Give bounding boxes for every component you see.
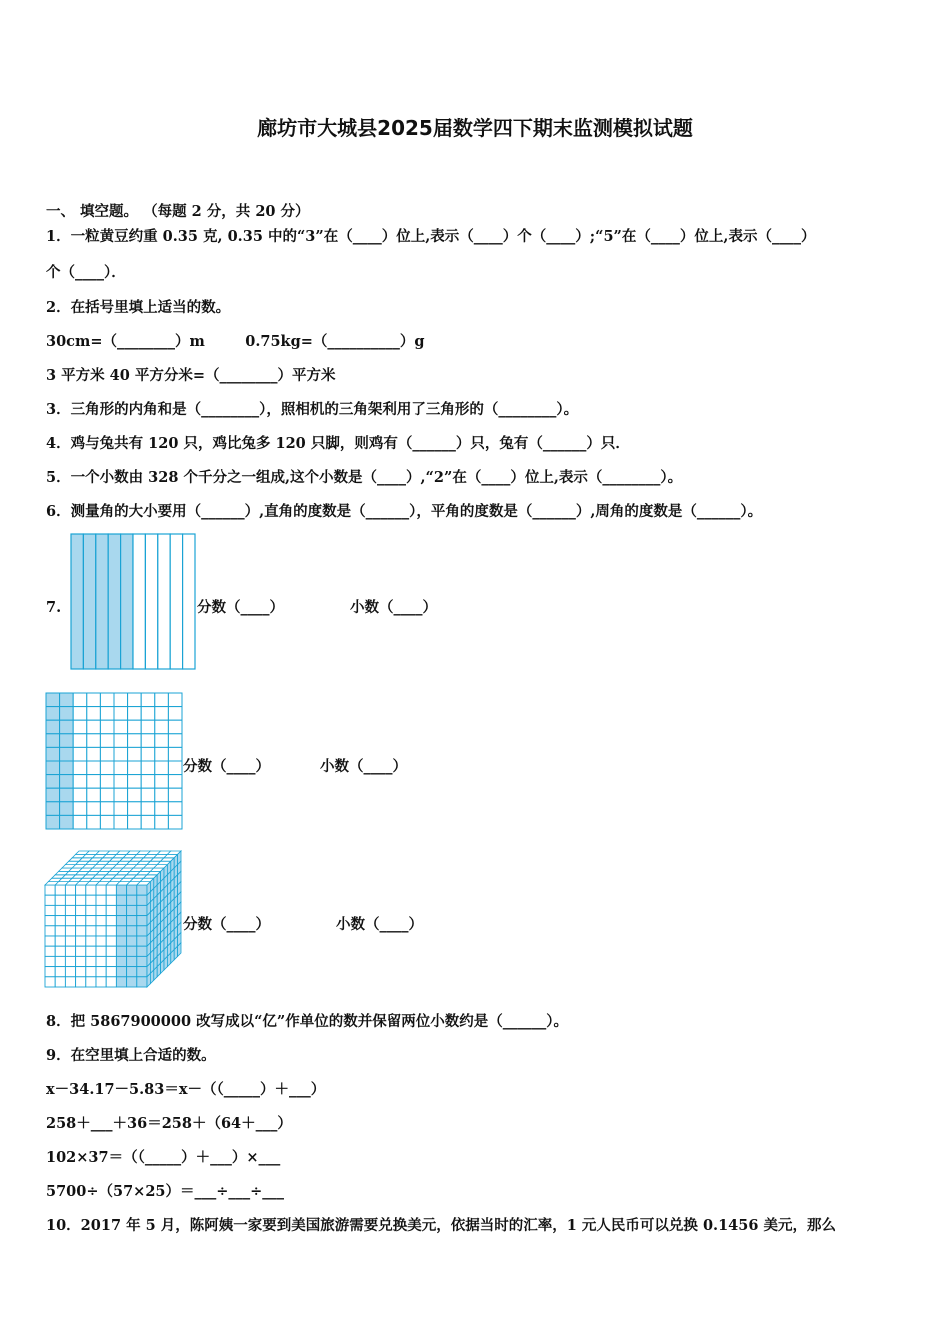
grid-cell — [60, 734, 74, 748]
grid-cell — [60, 693, 74, 707]
question-10: 10．2017 年 5 月，陈阿姨一家要到美国旅游需要兑换美元，依据当时的汇率，1 元人民币可以兑换 0.1456 美元，那么 — [46, 1217, 836, 1234]
cube-front-cell — [127, 946, 137, 956]
question-1-line-1: 1．一粒黄豆约重 0.35 克, 0.35 中的“3”在（____）位上,表示（____）个（____）;“5”在（____）位上,表示（____） — [46, 228, 816, 245]
cube-front-cell — [137, 905, 147, 915]
section-heading: 一、 填空题。 （每题 2 分，共 20 分） — [46, 203, 310, 220]
cube-front-cell — [137, 895, 147, 905]
cube-front-cell — [127, 916, 137, 926]
question-4: 4．鸡与兔共有 120 只，鸡比兔多 120 只脚，则鸡有（______）只，兔有（______）只． — [46, 435, 630, 452]
question-2-line-2: 3 平方米 40 平方分米=（________）平方米 — [46, 367, 336, 384]
grid-cell — [141, 734, 155, 748]
cube-front-cell — [137, 967, 147, 977]
fig1-decimal-blank: 小数（____） — [350, 599, 437, 616]
cube-front-cell — [96, 977, 106, 987]
grid-cell — [100, 815, 114, 829]
cube-front-cell — [137, 936, 147, 946]
grid-cell — [168, 720, 182, 734]
cube-front-cell — [116, 895, 126, 905]
grid-cell — [73, 707, 87, 721]
grid-cell — [155, 707, 169, 721]
grid-cell — [168, 747, 182, 761]
cube-front-cell — [55, 885, 65, 895]
grid-cell — [73, 802, 87, 816]
fig2-fraction-blank: 分数（____） — [183, 758, 270, 775]
grid-cell — [100, 775, 114, 789]
tenths-strip-figure — [70, 533, 196, 670]
cube-front-cell — [45, 946, 55, 956]
cube-front-cell — [116, 916, 126, 926]
question-9-stem: 9．在空里填上合适的数。 — [46, 1047, 216, 1064]
cube-front-cell — [106, 936, 116, 946]
cube-front-cell — [116, 977, 126, 987]
hundredths-grid-figure — [45, 692, 183, 830]
cube-front-cell — [86, 905, 96, 915]
grid-cell — [73, 775, 87, 789]
grid-cell — [168, 734, 182, 748]
grid-cell — [155, 788, 169, 802]
cube-front-cell — [55, 956, 65, 966]
cube-front-cell — [76, 967, 86, 977]
grid-cell — [114, 747, 128, 761]
grid-cell — [87, 775, 101, 789]
cube-front-cell — [45, 895, 55, 905]
cube-front-cell — [65, 936, 75, 946]
grid-cell — [46, 734, 60, 748]
strip-cell — [96, 534, 108, 669]
grid-cell — [141, 720, 155, 734]
cube-front-cell — [86, 946, 96, 956]
grid-cell — [128, 734, 142, 748]
grid-cell — [155, 775, 169, 789]
cube-front-cell — [86, 967, 96, 977]
grid-cell — [73, 761, 87, 775]
grid-cell — [128, 802, 142, 816]
cube-front-cell — [45, 885, 55, 895]
grid-cell — [46, 788, 60, 802]
cube-front-cell — [116, 936, 126, 946]
grid-cell — [73, 815, 87, 829]
cube-front-cell — [76, 885, 86, 895]
strip-cell — [170, 534, 182, 669]
strip-cell — [133, 534, 145, 669]
cube-front-cell — [65, 967, 75, 977]
grid-cell — [46, 707, 60, 721]
grid-cell — [168, 761, 182, 775]
grid-cell — [114, 802, 128, 816]
grid-cell — [73, 720, 87, 734]
fig1-fraction-blank: 分数（____） — [197, 599, 284, 616]
grid-cell — [100, 761, 114, 775]
grid-cell — [100, 747, 114, 761]
cube-front-cell — [45, 956, 55, 966]
grid-cell — [87, 734, 101, 748]
grid-cell — [87, 747, 101, 761]
strip-cell — [158, 534, 170, 669]
cube-front-cell — [137, 885, 147, 895]
grid-cell — [114, 775, 128, 789]
cube-front-cell — [106, 905, 116, 915]
cube-front-cell — [127, 956, 137, 966]
grid-cell — [46, 775, 60, 789]
strip-cell — [83, 534, 95, 669]
grid-cell — [114, 707, 128, 721]
cube-front-cell — [76, 905, 86, 915]
grid-cell — [155, 720, 169, 734]
grid-cell — [128, 775, 142, 789]
grid-cell — [168, 815, 182, 829]
question-3: 3．三角形的内角和是（________），照相机的三角架利用了三角形的（________）。 — [46, 401, 579, 418]
cube-front-cell — [96, 926, 106, 936]
grid-cell — [60, 788, 74, 802]
cube-front-cell — [76, 977, 86, 987]
grid-cell — [155, 747, 169, 761]
grid-cell — [128, 707, 142, 721]
cube-front-cell — [116, 956, 126, 966]
question-5: 5．一个小数由 328 个千分之一组成,这个小数是（____）,“2”在（____）位上,表示（________）。 — [46, 469, 683, 486]
question-8: 8．把 5867900000 改写成以“亿”作单位的数并保留两位小数约是（______）。 — [46, 1013, 569, 1030]
cube-front-cell — [106, 895, 116, 905]
fig2-decimal-blank: 小数（____） — [320, 758, 407, 775]
grid-cell — [73, 788, 87, 802]
grid-cell — [87, 761, 101, 775]
cube-front-cell — [55, 916, 65, 926]
cube-front-cell — [96, 885, 106, 895]
cube-front-cell — [106, 956, 116, 966]
grid-cell — [46, 747, 60, 761]
strip-cell — [108, 534, 120, 669]
cube-front-cell — [127, 926, 137, 936]
grid-cell — [46, 815, 60, 829]
cube-front-cell — [137, 956, 147, 966]
cube-front-cell — [116, 967, 126, 977]
cube-front-cell — [96, 895, 106, 905]
grid-cell — [60, 720, 74, 734]
grid-cell — [60, 747, 74, 761]
question-7-number: 7. — [46, 599, 62, 616]
cube-front-cell — [55, 926, 65, 936]
grid-cell — [114, 788, 128, 802]
cube-front-cell — [65, 895, 75, 905]
cube-front-cell — [76, 946, 86, 956]
question-9-line-4: 5700÷（57×25）＝___÷___÷___ — [46, 1183, 285, 1200]
cube-front-cell — [116, 905, 126, 915]
grid-cell — [87, 815, 101, 829]
grid-cell — [100, 707, 114, 721]
cube-front-cell — [96, 946, 106, 956]
cube-front-cell — [127, 967, 137, 977]
grid-cell — [100, 734, 114, 748]
cube-front-cell — [106, 926, 116, 936]
grid-cell — [128, 720, 142, 734]
grid-cell — [60, 775, 74, 789]
grid-cell — [141, 761, 155, 775]
cube-front-cell — [96, 967, 106, 977]
cube-front-cell — [106, 977, 116, 987]
cube-front-cell — [86, 936, 96, 946]
cube-front-cell — [55, 905, 65, 915]
grid-cell — [141, 693, 155, 707]
cube-front-cell — [116, 926, 126, 936]
strip-cell — [183, 534, 195, 669]
question-2-line-1: 30cm=（________）m 0.75kg=（__________）g — [46, 333, 425, 350]
grid-cell — [46, 802, 60, 816]
grid-cell — [100, 788, 114, 802]
grid-cell — [168, 775, 182, 789]
cube-front-cell — [106, 967, 116, 977]
cube-front-cell — [76, 916, 86, 926]
grid-cell — [168, 788, 182, 802]
question-9-line-3: 102×37＝（（_____）＋___）×___ — [46, 1149, 281, 1166]
cube-front-cell — [45, 916, 55, 926]
grid-cell — [60, 802, 74, 816]
grid-cell — [87, 720, 101, 734]
strip-cell — [145, 534, 157, 669]
grid-cell — [114, 720, 128, 734]
grid-cell — [168, 693, 182, 707]
strip-cell — [71, 534, 83, 669]
cube-front-cell — [127, 895, 137, 905]
cube-front-cell — [45, 977, 55, 987]
grid-cell — [155, 802, 169, 816]
grid-cell — [73, 693, 87, 707]
grid-cell — [155, 693, 169, 707]
cube-front-cell — [76, 936, 86, 946]
grid-cell — [141, 788, 155, 802]
cube-front-cell — [116, 885, 126, 895]
strip-cell — [121, 534, 133, 669]
grid-cell — [128, 761, 142, 775]
cube-front-cell — [96, 956, 106, 966]
grid-cell — [141, 747, 155, 761]
grid-cell — [155, 761, 169, 775]
grid-cell — [128, 788, 142, 802]
cube-front-cell — [55, 946, 65, 956]
question-9-line-1: x－34.17－5.83＝x－（（_____）＋___） — [46, 1081, 326, 1098]
grid-cell — [60, 707, 74, 721]
cube-front-cell — [55, 895, 65, 905]
grid-cell — [60, 761, 74, 775]
grid-cell — [73, 747, 87, 761]
cube-front-cell — [96, 905, 106, 915]
question-6: 6．测量角的大小要用（______）,直角的度数是（______），平角的度数是（______）,周角的度数是（______）。 — [46, 503, 763, 520]
cube-front-cell — [127, 905, 137, 915]
cube-front-cell — [76, 956, 86, 966]
grid-cell — [168, 802, 182, 816]
thousandths-cube-figure — [44, 849, 184, 989]
cube-front-cell — [86, 895, 96, 905]
cube-front-cell — [55, 936, 65, 946]
grid-cell — [100, 802, 114, 816]
question-2-stem: 2．在括号里填上适当的数。 — [46, 299, 231, 316]
grid-cell — [73, 734, 87, 748]
grid-cell — [128, 815, 142, 829]
grid-cell — [168, 707, 182, 721]
cube-front-cell — [45, 967, 55, 977]
cube-front-cell — [137, 977, 147, 987]
page-title: 廊坊市大城县2025届数学四下期末监测模拟试题 — [257, 116, 693, 140]
cube-front-cell — [45, 936, 55, 946]
cube-front-cell — [86, 977, 96, 987]
grid-cell — [46, 693, 60, 707]
fig3-decimal-blank: 小数（____） — [336, 916, 423, 933]
grid-cell — [128, 693, 142, 707]
cube-front-cell — [96, 916, 106, 926]
grid-cell — [114, 815, 128, 829]
cube-front-cell — [65, 926, 75, 936]
question-1-line-2: 个（____）． — [46, 264, 126, 281]
grid-cell — [155, 815, 169, 829]
cube-front-cell — [65, 916, 75, 926]
cube-front-cell — [65, 956, 75, 966]
grid-cell — [87, 802, 101, 816]
question-9-line-2: 258＋___＋36＝258＋（64＋___） — [46, 1115, 292, 1132]
grid-cell — [141, 775, 155, 789]
cube-front-cell — [55, 967, 65, 977]
grid-cell — [141, 815, 155, 829]
cube-front-cell — [86, 885, 96, 895]
cube-front-cell — [76, 895, 86, 905]
cube-front-cell — [65, 885, 75, 895]
grid-cell — [100, 693, 114, 707]
cube-front-cell — [137, 926, 147, 936]
cube-front-cell — [116, 946, 126, 956]
grid-cell — [87, 693, 101, 707]
grid-cell — [114, 693, 128, 707]
cube-front-cell — [127, 885, 137, 895]
grid-cell — [114, 761, 128, 775]
cube-front-cell — [127, 936, 137, 946]
cube-front-cell — [45, 905, 55, 915]
cube-front-cell — [86, 926, 96, 936]
cube-front-cell — [65, 977, 75, 987]
cube-front-cell — [65, 905, 75, 915]
cube-front-cell — [96, 936, 106, 946]
grid-cell — [60, 815, 74, 829]
grid-cell — [87, 707, 101, 721]
cube-front-cell — [106, 946, 116, 956]
cube-front-cell — [106, 885, 116, 895]
cube-front-cell — [65, 946, 75, 956]
grid-cell — [141, 802, 155, 816]
grid-cell — [114, 734, 128, 748]
grid-cell — [100, 720, 114, 734]
grid-cell — [46, 720, 60, 734]
cube-front-cell — [106, 916, 116, 926]
cube-front-cell — [45, 926, 55, 936]
grid-cell — [155, 734, 169, 748]
cube-front-cell — [76, 926, 86, 936]
fig3-fraction-blank: 分数（____） — [183, 916, 270, 933]
grid-cell — [141, 707, 155, 721]
cube-front-cell — [137, 946, 147, 956]
cube-front-cell — [86, 916, 96, 926]
cube-front-cell — [55, 977, 65, 987]
grid-cell — [128, 747, 142, 761]
cube-front-cell — [137, 916, 147, 926]
cube-front-cell — [127, 977, 137, 987]
grid-cell — [87, 788, 101, 802]
cube-front-cell — [86, 956, 96, 966]
grid-cell — [46, 761, 60, 775]
